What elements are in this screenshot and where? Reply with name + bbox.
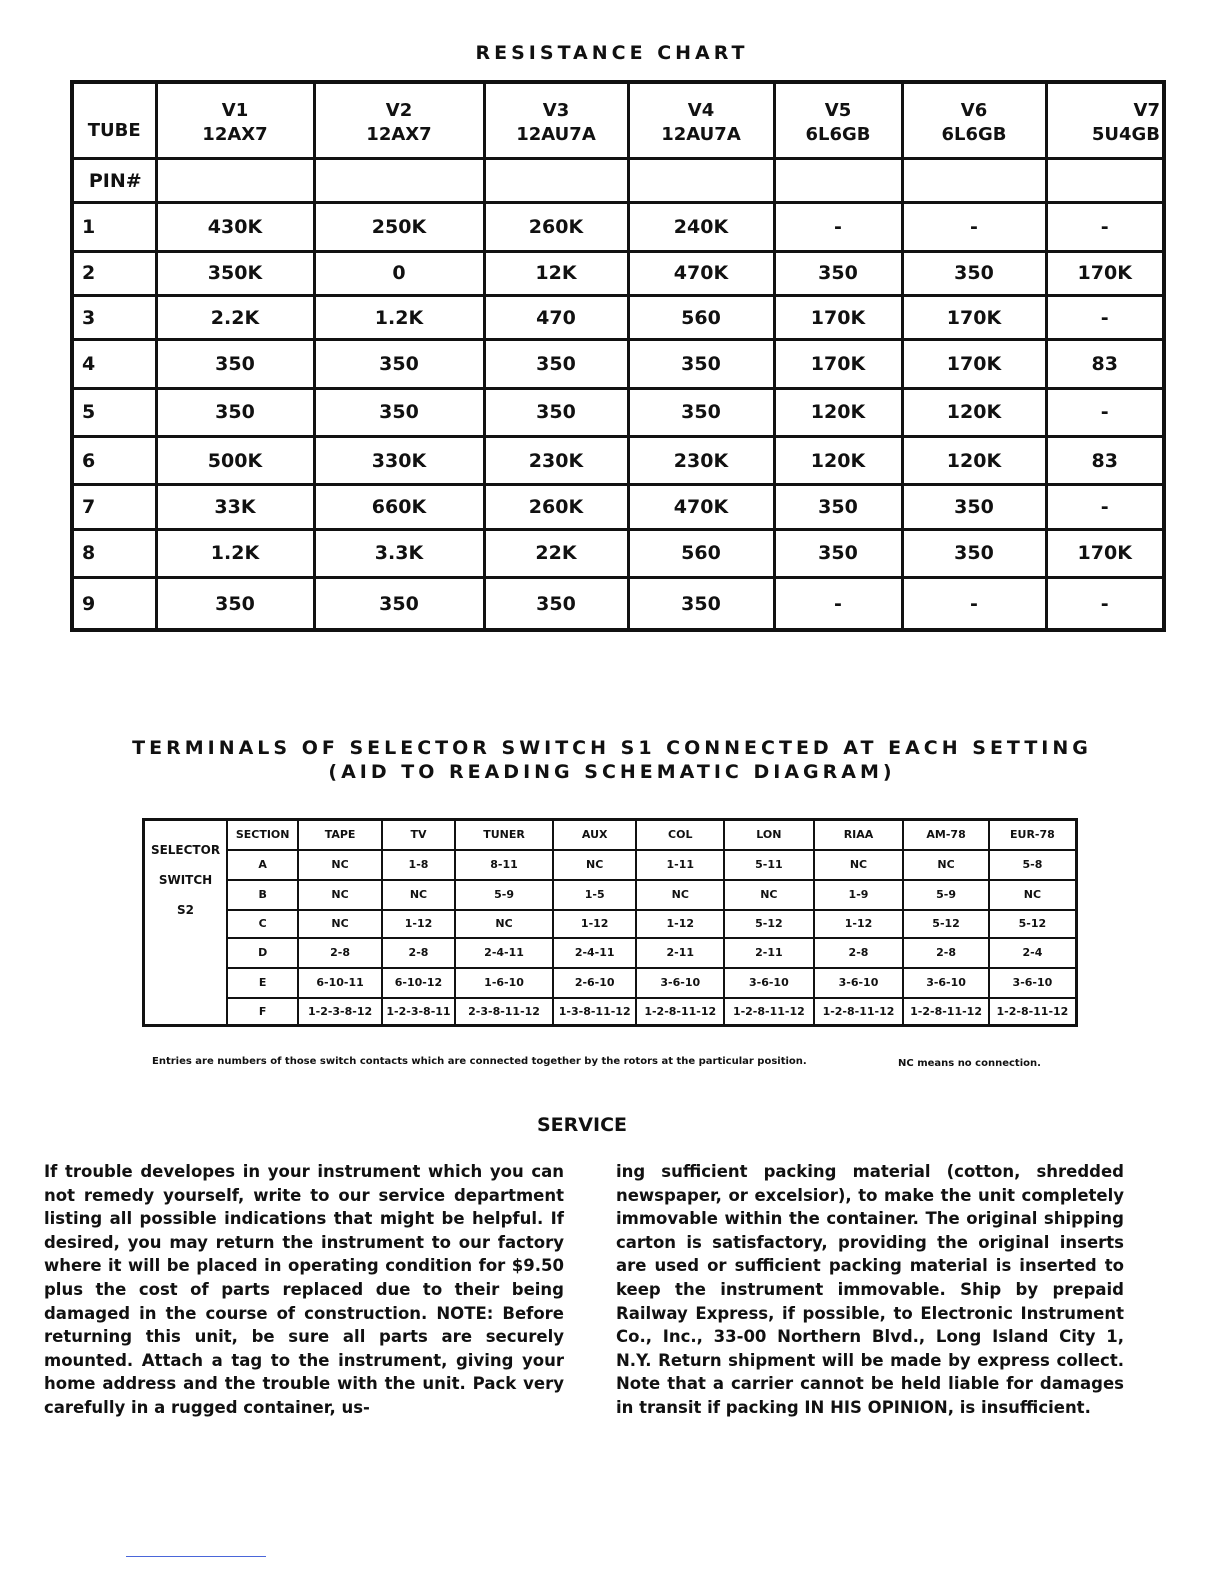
tube-name: V3	[542, 99, 570, 121]
section-header: SECTION	[227, 820, 298, 850]
contact-cell: NC	[903, 850, 989, 880]
resistance-row	[72, 529, 1164, 577]
tube-type: 12AU7A	[661, 123, 741, 145]
resistance-row	[72, 388, 1164, 436]
selector-chart-title	[0, 736, 1224, 784]
resistance-value: 230K	[484, 437, 628, 485]
tube-type: 6L6GB	[805, 123, 871, 145]
contact-cell: 2-4-11	[455, 938, 553, 968]
resistance-value: 250K	[314, 203, 484, 251]
resistance-chart-title: RESISTANCE CHART	[475, 42, 749, 64]
resistance-value: 350	[774, 529, 902, 577]
resistance-value: 170K	[1046, 529, 1164, 577]
pin-number: 6	[72, 437, 156, 485]
resistance-value: 120K	[902, 437, 1046, 485]
resistance-row	[72, 578, 1164, 630]
contact-cell: NC	[989, 880, 1077, 910]
resistance-value: 260K	[484, 485, 628, 529]
resistance-value: 260K	[484, 203, 628, 251]
tube-v6-header	[902, 82, 1046, 159]
contact-cell: 3-6-10	[724, 968, 814, 998]
resistance-value: 1.2K	[156, 529, 314, 577]
resistance-value: 350	[314, 388, 484, 436]
contact-cell: 2-8	[382, 938, 455, 968]
resistance-value: 350	[902, 529, 1046, 577]
resistance-value: 1.2K	[314, 296, 484, 340]
resistance-value: 560	[628, 296, 774, 340]
setting-header: LON	[724, 820, 814, 850]
resistance-value: 350	[774, 251, 902, 295]
contact-cell: NC	[298, 910, 382, 938]
contact-cell: 5-12	[724, 910, 814, 938]
contact-cell: 2-3-8-11-12	[455, 998, 553, 1026]
setting-header: TV	[382, 820, 455, 850]
resistance-value: 230K	[628, 437, 774, 485]
section-letter: B	[227, 880, 298, 910]
contact-cell: 1-3-8-11-12	[553, 998, 637, 1026]
tube-type: 12AX7	[366, 123, 432, 145]
resistance-value: 470K	[628, 251, 774, 295]
selector-row	[144, 880, 1077, 910]
contact-cell: 3-6-10	[814, 968, 904, 998]
contact-cell: 5-12	[989, 910, 1077, 938]
resistance-value: 500K	[156, 437, 314, 485]
resistance-value: 170K	[774, 340, 902, 388]
resistance-value: 330K	[314, 437, 484, 485]
resistance-value: 660K	[314, 485, 484, 529]
setting-header: TAPE	[298, 820, 382, 850]
contact-cell: NC	[553, 850, 637, 880]
tube-v2-header	[314, 82, 484, 159]
bottom-rule	[126, 1556, 266, 1557]
blank-cell	[774, 159, 902, 203]
resistance-value: 350	[314, 340, 484, 388]
resistance-value: 120K	[902, 388, 1046, 436]
tube-type: 6L6GB	[941, 123, 1007, 145]
resistance-value: 170K	[774, 296, 902, 340]
section-letter: E	[227, 968, 298, 998]
resistance-table	[70, 80, 1166, 632]
resistance-value: -	[1046, 485, 1164, 529]
contact-cell: 1-6-10	[455, 968, 553, 998]
setting-header: EUR-78	[989, 820, 1077, 850]
contact-cell: 1-12	[553, 910, 637, 938]
selector-row	[144, 968, 1077, 998]
resistance-value: 350	[484, 388, 628, 436]
resistance-row	[72, 203, 1164, 251]
contact-cell: 3-6-10	[903, 968, 989, 998]
pin-number: 4	[72, 340, 156, 388]
setting-header: TUNER	[455, 820, 553, 850]
contact-cell: NC	[724, 880, 814, 910]
contact-cell: 1-2-8-11-12	[724, 998, 814, 1026]
blank-cell	[902, 159, 1046, 203]
tube-name: V6	[960, 99, 988, 121]
resistance-value: 33K	[156, 485, 314, 529]
tube-v1-header	[156, 82, 314, 159]
resistance-value: 470	[484, 296, 628, 340]
contact-cell: 2-11	[724, 938, 814, 968]
resistance-value: 2.2K	[156, 296, 314, 340]
resistance-value: 83	[1046, 437, 1164, 485]
contact-cell: 1-2-8-11-12	[636, 998, 724, 1026]
resistance-value: 3.3K	[314, 529, 484, 577]
resistance-value: -	[774, 578, 902, 630]
pin-number: 3	[72, 296, 156, 340]
resistance-value: 350	[774, 485, 902, 529]
side-label-line: S2	[177, 903, 194, 917]
selector-row	[144, 910, 1077, 938]
contact-cell: 5-9	[455, 880, 553, 910]
contact-cell: 1-12	[636, 910, 724, 938]
resistance-row	[72, 296, 1164, 340]
resistance-value: 83	[1046, 340, 1164, 388]
selector-title-line2: (AID TO READING SCHEMATIC DIAGRAM)	[328, 761, 896, 783]
resistance-row	[72, 437, 1164, 485]
contact-cell: 5-11	[724, 850, 814, 880]
tube-type: 5U4GB	[1091, 123, 1160, 145]
resistance-value: 12K	[484, 251, 628, 295]
contact-cell: 1-2-8-11-12	[814, 998, 904, 1026]
blank-cell	[156, 159, 314, 203]
contact-cell: NC	[298, 880, 382, 910]
service-text-right: ing sufficient packing material (cotton, shredded newspaper, or excelsior), to make the unit completely immovable within the container. The original shipping carton is satisfactory, providing the original inserts are used or sufficient packing material is inserted to keep the instrument immovable. Ship by prepaid Railway Express, if possible, to Electronic Instrument Co., Inc., 33-00 Northern Blvd., Long Island City 1, N.Y. Return shipment will be made by express collect. Note that a carrier cannot be held liable for damages in transit if packing IN HIS OPINION, is insufficient.	[616, 1162, 1124, 1417]
pin-number: 1	[72, 203, 156, 251]
resistance-value: -	[902, 203, 1046, 251]
resistance-value: 350	[628, 388, 774, 436]
tube-v7-header	[1046, 82, 1164, 159]
blank-cell	[314, 159, 484, 203]
resistance-value: 350	[484, 578, 628, 630]
resistance-value: 0	[314, 251, 484, 295]
resistance-value: 350	[902, 251, 1046, 295]
resistance-value: 350	[628, 340, 774, 388]
contact-cell: NC	[382, 880, 455, 910]
pin-number: 9	[72, 578, 156, 630]
resistance-value: 170K	[902, 340, 1046, 388]
resistance-value: 350	[902, 485, 1046, 529]
contact-cell: 1-12	[814, 910, 904, 938]
tube-header: TUBE	[72, 82, 156, 159]
tube-type: 12AX7	[202, 123, 268, 145]
footnote-entries: Entries are numbers of those switch contacts which are connected together by the rotors at the particular position.	[152, 1056, 807, 1067]
resistance-value: 22K	[484, 529, 628, 577]
contact-cell: 1-9	[814, 880, 904, 910]
contact-cell: NC	[298, 850, 382, 880]
contact-cell: 2-6-10	[553, 968, 637, 998]
contact-cell: 1-2-3-8-11	[382, 998, 455, 1026]
resistance-row	[72, 251, 1164, 295]
section-letter: C	[227, 910, 298, 938]
resistance-value: 350	[314, 578, 484, 630]
contact-cell: 1-8	[382, 850, 455, 880]
contact-cell: 3-6-10	[636, 968, 724, 998]
resistance-value: -	[774, 203, 902, 251]
setting-header: AUX	[553, 820, 637, 850]
tube-name: V1	[221, 99, 249, 121]
contact-cell: 5-8	[989, 850, 1077, 880]
resistance-value: 470K	[628, 485, 774, 529]
resistance-value: 350	[484, 340, 628, 388]
resistance-value: -	[1046, 578, 1164, 630]
selector-row	[144, 938, 1077, 968]
setting-header: COL	[636, 820, 724, 850]
contact-cell: 6-10-12	[382, 968, 455, 998]
tube-v5-header	[774, 82, 902, 159]
side-label-line: SELECTOR	[150, 843, 221, 857]
setting-header: RIAA	[814, 820, 904, 850]
contact-cell: 1-11	[636, 850, 724, 880]
resistance-value: 170K	[1046, 251, 1164, 295]
resistance-value: 120K	[774, 388, 902, 436]
resistance-value: 350	[628, 578, 774, 630]
resistance-row	[72, 485, 1164, 529]
contact-cell: 2-8	[903, 938, 989, 968]
selector-switch-label	[144, 820, 228, 1026]
pin-number: 8	[72, 529, 156, 577]
contact-cell: NC	[814, 850, 904, 880]
resistance-value: 350	[156, 340, 314, 388]
section-letter: D	[227, 938, 298, 968]
blank-cell	[484, 159, 628, 203]
resistance-value: -	[1046, 203, 1164, 251]
contact-cell: 1-2-8-11-12	[989, 998, 1077, 1026]
selector-switch-table	[142, 818, 1078, 1027]
contact-cell: 2-4-11	[553, 938, 637, 968]
selector-row	[144, 998, 1077, 1026]
contact-cell: 1-2-8-11-12	[903, 998, 989, 1026]
resistance-value: 240K	[628, 203, 774, 251]
contact-cell: 6-10-11	[298, 968, 382, 998]
pin-number: 2	[72, 251, 156, 295]
resistance-value: 350	[156, 388, 314, 436]
pin-header: PIN#	[72, 159, 156, 203]
service-heading: SERVICE	[537, 1114, 627, 1136]
pin-number: 7	[72, 485, 156, 529]
section-letter: F	[227, 998, 298, 1026]
resistance-value: 560	[628, 529, 774, 577]
contact-cell: 3-6-10	[989, 968, 1077, 998]
tube-name: V2	[385, 99, 413, 121]
contact-cell: 1-12	[382, 910, 455, 938]
tube-name: V7	[1133, 99, 1160, 121]
resistance-value: 430K	[156, 203, 314, 251]
side-label-line: SWITCH	[158, 873, 213, 887]
contact-cell: 2-8	[298, 938, 382, 968]
resistance-value: 350K	[156, 251, 314, 295]
resistance-value: -	[1046, 296, 1164, 340]
footnote-nc: NC means no connection.	[898, 1058, 1041, 1069]
setting-header: AM-78	[903, 820, 989, 850]
resistance-value: 170K	[902, 296, 1046, 340]
resistance-value: 350	[156, 578, 314, 630]
tube-v3-header	[484, 82, 628, 159]
contact-cell: NC	[455, 910, 553, 938]
resistance-value: -	[1046, 388, 1164, 436]
resistance-value: -	[902, 578, 1046, 630]
service-text-left: If trouble developes in your instrument which you can not remedy yourself, write to our service department listing all possible indications that might be helpful. If desired, you may return the instrument to our factory where it will be placed in operating condition for $9.50 plus the cost of parts replaced due to their being damaged in the course of construction. NOTE: Before returning this unit, be sure all parts are securely mounted. Attach a tag to the instrument, giving your home address and the trouble with the unit. Pack very carefully in a rugged container, us-	[44, 1162, 564, 1417]
contact-cell: 5-12	[903, 910, 989, 938]
resistance-value: 120K	[774, 437, 902, 485]
contact-cell: 2-11	[636, 938, 724, 968]
selector-title-line1: TERMINALS OF SELECTOR SWITCH S1 CONNECTED AT EACH SETTING	[132, 737, 1092, 759]
blank-cell	[628, 159, 774, 203]
contact-cell: NC	[636, 880, 724, 910]
contact-cell: 2-4	[989, 938, 1077, 968]
contact-cell: 1-5	[553, 880, 637, 910]
pin-number: 5	[72, 388, 156, 436]
tube-name: V4	[687, 99, 715, 121]
tube-type: 12AU7A	[516, 123, 596, 145]
section-letter: A	[227, 850, 298, 880]
selector-row	[144, 850, 1077, 880]
resistance-row	[72, 340, 1164, 388]
tube-v4-header	[628, 82, 774, 159]
contact-cell: 5-9	[903, 880, 989, 910]
contact-cell: 1-2-3-8-12	[298, 998, 382, 1026]
contact-cell: 8-11	[455, 850, 553, 880]
blank-cell	[1046, 159, 1164, 203]
contact-cell: 2-8	[814, 938, 904, 968]
tube-name: V5	[824, 99, 852, 121]
